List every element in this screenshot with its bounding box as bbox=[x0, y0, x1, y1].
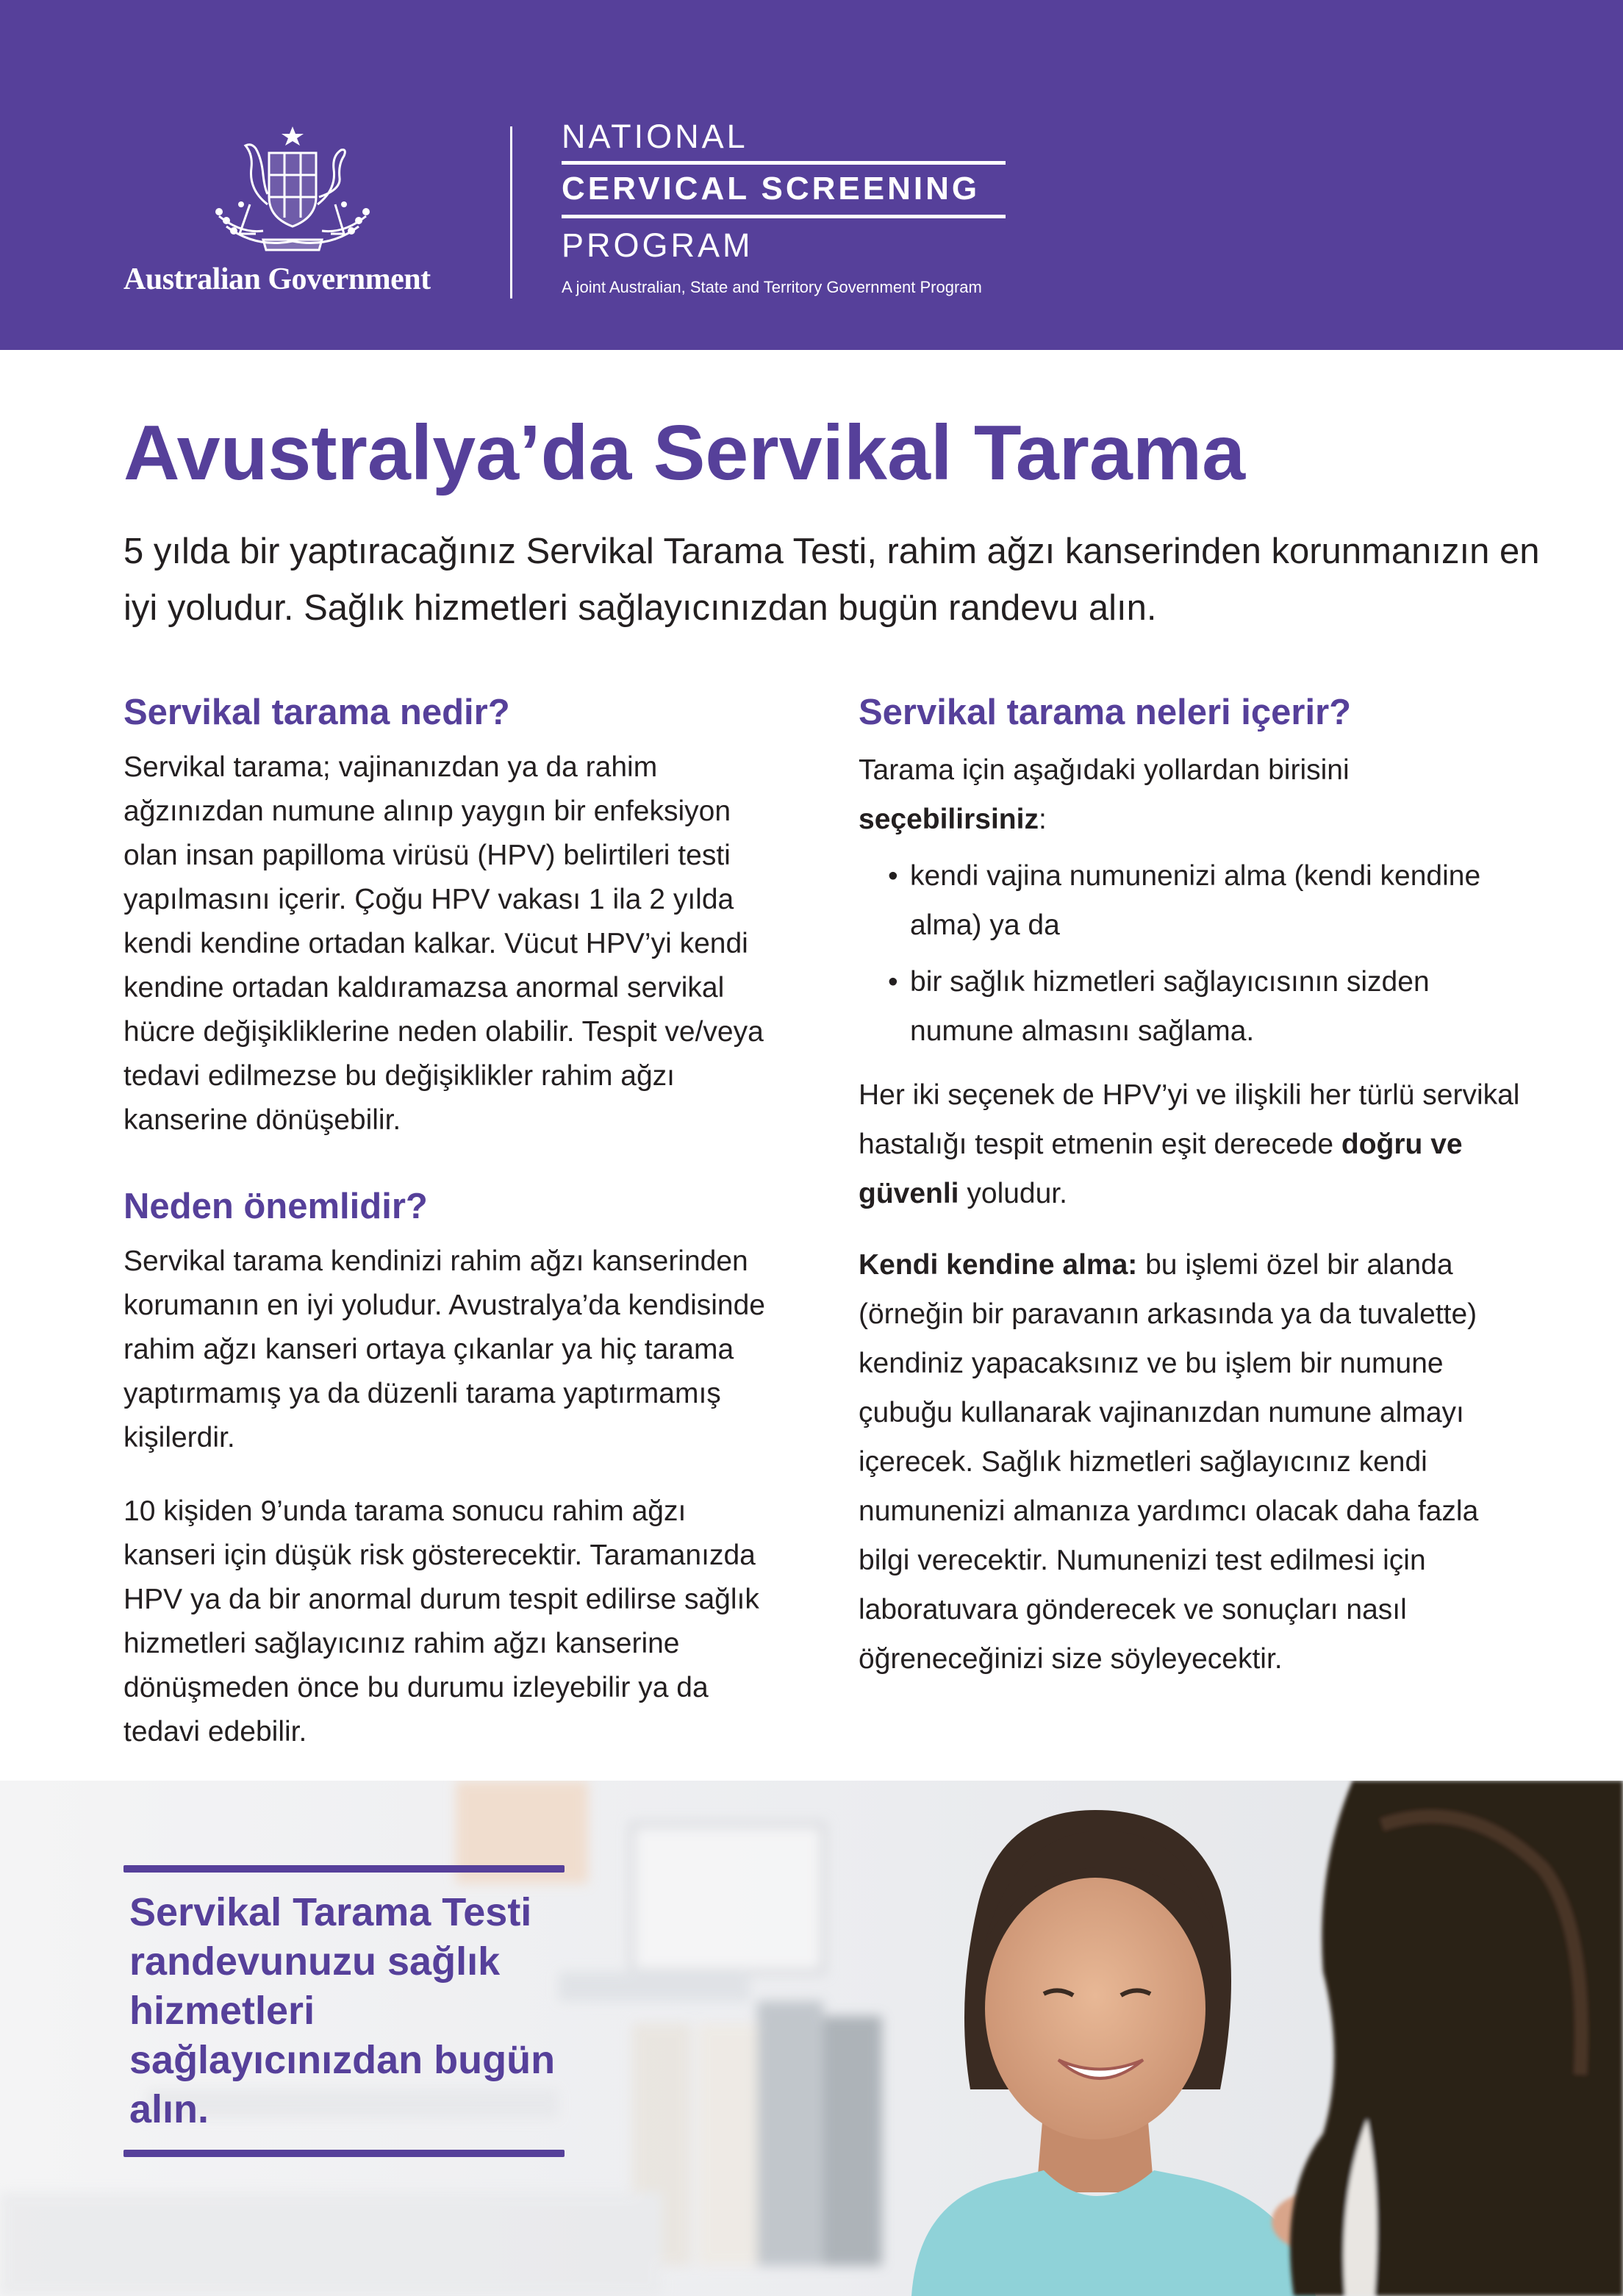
section-body-results: 10 kişiden 9’unda tarama sonucu rahim ağzı kanseri için düşük risk gösterecektir. Taramanızda HPV ya da bir anormal durum tespit edilirse sağlık hizmetleri sağlayıcınız rahim ağzı kanserine dönüşmeden önce bu durumu izleyebilir ya da tedavi edebilir. bbox=[123, 1495, 759, 1748]
options-equal-end: yoludur. bbox=[967, 1178, 1067, 1209]
options-equal-text: Her iki seçenek de HPV’yi ve ilişkili her türlü servikal hastalığı tespit etmenin eşit derecede bbox=[859, 1079, 1520, 1160]
list-item-text: kendi vajina numunenizi alma (kendi kendine alma) ya da bbox=[910, 860, 1481, 941]
program-tagline: A joint Australian, State and Territory Government Program bbox=[562, 278, 982, 296]
left-column bbox=[123, 684, 770, 1754]
bullet-icon: • bbox=[888, 966, 898, 998]
callout-text: Servikal Tarama Testi randevunuzu sağlık hizmetleri sağlayıcınızdan bugün alın. bbox=[129, 1890, 556, 2131]
section-body-what-is: Servikal tarama; vajinanızdan ya da rahim ağzınızdan numune alınıp yaygın bir enfeksiyon olan insan papilloma virüsü (HPV) belirtileri testi yapılmasını içerir. Çoğu HPV vakası 1 ila 2 yılda kendi kendine ortadan kalkar. Vücut HPV’yi kendi kendine ortadan kaldıramazsa anormal servikal hücre değişikliklerine neden olabilir. Tespit ve/veya tedavi edilmezse bu değişiklikler rahim ağzı kanserine dönüşebilir. bbox=[123, 751, 764, 1136]
page-title: Avustralya’da Servikal Tarama bbox=[123, 410, 1246, 496]
program-name-line1: NATIONAL bbox=[562, 118, 748, 155]
section-heading-what-is: Servikal tarama nedir? bbox=[123, 693, 510, 732]
coat-of-arms-icon bbox=[197, 124, 388, 253]
options-lead-text: Tarama için aşağıdaki yollardan birisini bbox=[859, 754, 1350, 786]
list-item-text: bir sağlık hizmetleri sağlayıcısının sizden numune almasını sağlama. bbox=[910, 966, 1430, 1047]
callout-rule-top bbox=[123, 1865, 565, 1873]
header-divider bbox=[510, 126, 512, 298]
options-lead bbox=[859, 745, 1520, 844]
program-rule-top bbox=[562, 161, 1006, 165]
self-collection-paragraph bbox=[859, 1240, 1520, 1684]
bullet-icon: • bbox=[888, 860, 898, 892]
program-name-line2: CERVICAL SCREENING bbox=[562, 171, 981, 207]
right-column bbox=[859, 684, 1520, 1684]
list-item bbox=[859, 957, 1520, 1056]
intro-paragraph: 5 yılda bir yaptıracağınız Servikal Tarama Testi, rahim ağzı kanserinden korunmanızın en iyi yoludur. Sağlık hizmetleri sağlayıcınızdan bugün randevu alın. bbox=[123, 532, 1540, 628]
header-banner bbox=[0, 0, 1623, 350]
options-equal-paragraph bbox=[859, 1070, 1520, 1218]
section-heading-why-important: Neden önemlidir? bbox=[123, 1187, 428, 1226]
list-item bbox=[859, 851, 1520, 950]
options-lead-bold: seçebilirsiniz bbox=[859, 804, 1039, 835]
program-name-line3: PROGRAM bbox=[562, 226, 753, 264]
options-equal-bold: doğru ve güvenli bbox=[859, 1129, 1463, 1209]
callout-rule-bottom bbox=[123, 2150, 565, 2157]
section-body-why-important: Servikal tarama kendinizi rahim ağzı kanserinden korumanın en iyi yoludur. Avustralya’da kendisinde rahim ağzı kanseri ortaya çıkanlar ya hiç tarama yaptırmamış ya da düzenli tarama yaptırmamış kişilerdir. bbox=[123, 1245, 765, 1453]
self-collection-text: bu işlemi özel bir alanda (örneğin bir paravanın arkasında ya da tuvalette) kendiniz yapacaksınız ve bu işlem bir numune çubuğu kullanarak vajinanızdan numune almayı içerecek. Sağlık hizmetleri sağlayıcınız kendi numunenizi almanıza yardımcı olacak daha fazla bilgi verecektir. Numunenizi test edilmesi için laboratuvara gönderecek ve sonuçları nasıl öğreneceğinizi size söyleyecektir. bbox=[859, 1249, 1479, 1675]
self-collection-label: Kendi kendine alma: bbox=[859, 1249, 1138, 1281]
section-heading-what-involves: Servikal tarama neleri içerir? bbox=[859, 693, 1352, 732]
government-name: Australian Government bbox=[123, 262, 431, 296]
options-lead-end: : bbox=[1038, 804, 1047, 835]
program-rule-bottom bbox=[562, 215, 1006, 218]
options-list bbox=[859, 851, 1520, 1056]
